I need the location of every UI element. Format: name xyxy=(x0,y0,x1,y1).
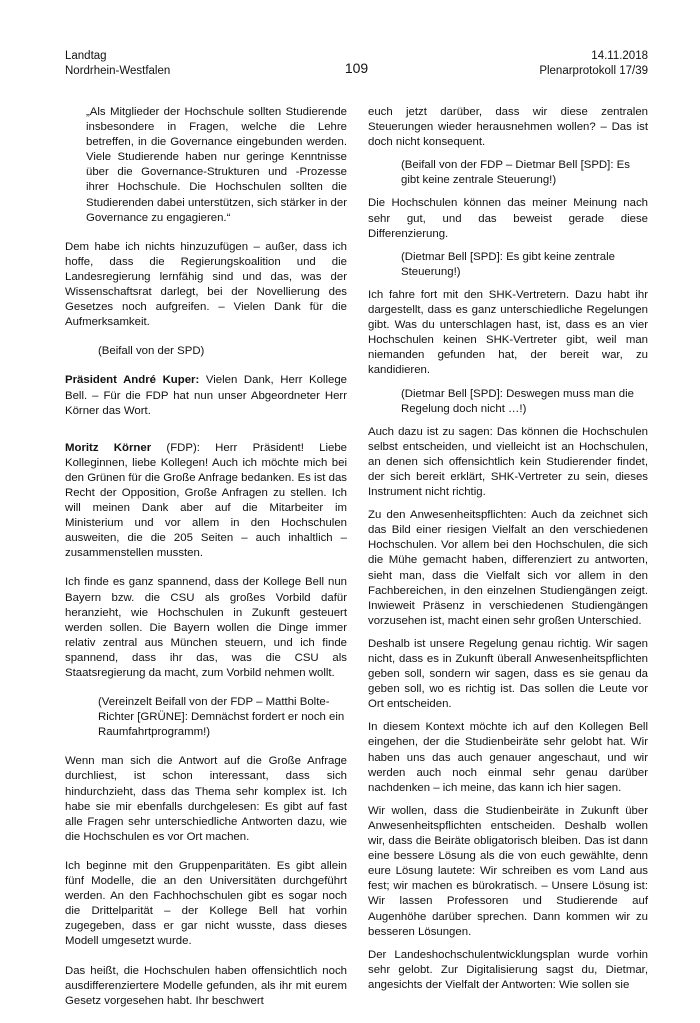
header-protocol: Plenarprotokoll 17/39 xyxy=(539,65,648,77)
paragraph: Ich finde es ganz spannend, dass der Kollege Bell nun Bayern bzw. die CSU als großes Vorbild dafür heranzieht, wie Hochschulen in Zukunft gesteuert werden sollen. Die Bayern wollen die Dinge immer relativ zentral aus München steuern, und ich finde spannend, dass ihr das, was die CSU als Staatsregierung da macht, zum Vorbild nehmen wollt. xyxy=(65,576,347,679)
header-right xyxy=(539,49,648,79)
speaker-name: Moritz Körner xyxy=(65,441,152,454)
paragraph: Dem habe ich nichts hinzuzufügen – außer, dass ich hoffe, dass die Regierungskoalition und die Landesregierung lernfähig sind und das, was der Wissenschaftsrat darlegt, bei der Novellierung des Gesetzes noch aufgreifen. – Vielen Dank für die Aufmerksamkeit. xyxy=(65,240,347,329)
paragraph: euch jetzt darüber, dass wir diese zentralen Steuerungen wieder herausnehmen wollen? – Das ist doch nicht konsequent. xyxy=(368,106,648,149)
header-date: 14.11.2018 xyxy=(591,50,648,62)
applause-note: (Beifall von der SPD) xyxy=(98,345,205,358)
paragraph: Ich beginne mit den Gruppenparitäten. Es gibt allein fünf Modelle, die an den Universitäten durchgeführt werden. An den Fachhochschulen gibt es sogar noch die Drittelparität – der Kollege Bell hat vorhin zugegeben, dass er gar nicht wusste, dass dieses Modell umgesetzt wurde. xyxy=(65,859,347,948)
quote-paragraph: „Als Mitglieder der Hochschule sollten Studierende insbesondere in Fragen, welche die Lehre betreffen, in die Governance eingebunden werden. Viele Studierende haben nur geringe Kenntnisse über die Governance-Strukturen und -Prozesse ihrer Hochschule. Die Hochschulen sollten die Studierenden dabei unterstützen, sich stärker in der Governance zu engagieren.“ xyxy=(86,106,347,224)
interjection: (Dietmar Bell [SPD]: Deswegen muss man die Regelung doch nicht …!) xyxy=(401,387,634,415)
paragraph: Auch dazu ist zu sagen: Das können die Hochschulen selbst entscheiden, und vielleicht ist an Hochschulen, an denen sich offensichtlich kein Studierender findet, der sich bereit erklärt, SHK-Vertreter zu sein, dieses Instrument nicht richtig. xyxy=(368,425,648,499)
paragraph: Der Landeshochschulentwicklungsplan wurde vorhin sehr gelobt. Zur Digitalisierung sagst du, Dietmar, angesichts der Vielfalt der Antworten: Wie sollen sie xyxy=(368,948,648,991)
paragraph: Wir wollen, dass die Studienbeiräte in Zukunft über Anwesenheitspflichten entscheiden. Deshalb wollen wir, dass die Beiräte obligatorisch bleiben. Das ist dann eine bessere Lösung als die von euch gewählte, denn eure Lösung lautete: Wir schreiben es vom Land aus fest; wir machen es bürokratisch. – Unsere Lösung ist: Wir lassen Professoren und Studierende auf Augenhöhe darüber sprechen. Dann kommen wir zu besseren Lösungen. xyxy=(368,804,648,938)
paragraph: Das heißt, die Hochschulen haben offensichtlich noch ausdifferenziertere Modelle gefunden, als ihr mit eurem Gesetz vorgesehen habt. Ihr beschwert xyxy=(65,964,347,1007)
paragraph: Ich fahre fort mit den SHK-Vertretern. Dazu habt ihr dargestellt, dass es ganz unterschiedliche Regelungen gibt. Was du unterschlagen hast, ist, dass es an vier Hochschulen keinen SHK-Vertreter gibt, weil man niemanden gefunden hat, der bereit war, zu kandidieren. xyxy=(368,288,648,377)
header-state: Nordrhein-Westfalen xyxy=(65,65,171,77)
right-column xyxy=(368,105,648,993)
header-parliament: Landtag xyxy=(65,50,107,62)
paragraph: Deshalb ist unsere Regelung genau richtig. Wir sagen nicht, dass es in Zukunft überall Anwesenheitspflichten geben soll, sondern wir sagen, dass es sie genau da geben soll, wo es richtig ist. Das sollen die Leute vor Ort entscheiden. xyxy=(368,637,648,711)
page-header xyxy=(65,49,648,83)
president-paragraph xyxy=(65,373,347,418)
interjection: (Dietmar Bell [SPD]: Es gibt keine zentrale Steuerung!) xyxy=(401,250,615,278)
president-name: Präsident André Kuper: xyxy=(65,374,200,387)
paragraph: In diesem Kontext möchte ich auf den Kollegen Bell eingehen, der die Studienbeiräte sehr gelobt hat. Wir haben uns das auch genauer angeschaut, und wir werden auch noch einmal sehr genau darüber nachdenken – ich meine, das kann ich hier sagen. xyxy=(368,721,648,794)
page-number: 109 xyxy=(344,60,369,76)
paragraph: Zu den Anwesenheitspflichten: Auch da zeichnet sich das Bild einer riesigen Vielfalt an den verschiedenen Hochschulen. Vor allem bei den Hochschulen, die sich die Mühe gemacht haben, differenziert zu antworten, sieht man, dass die Vielfalt sich vor allem in den Fachbereichen, in den einzelnen Studiengängen zeigt. Inwieweit Präsenz in verschiedenen Studiengängen vorzusehen ist, macht einen sehr großen Unterschied. xyxy=(368,509,648,627)
speaker-paragraph xyxy=(65,441,347,562)
interjection: (Beifall von der FDP – Dietmar Bell [SPD]: Es gibt keine zentrale Steuerung!) xyxy=(401,159,630,187)
paragraph: Die Hochschulen können das meiner Meinung nach sehr gut, und das beweist gerade diese Differenzierung. xyxy=(368,197,648,240)
interjection: (Vereinzelt Beifall von der FDP – Matthi Bolte-Richter [GRÜNE]: Demnächst fordert er noch ein Raumfahrtprogramm!) xyxy=(98,696,345,739)
president-text: Vielen Dank, Herr Kollege Bell. – Für die FDP hat nun unser Abgeordneter Herr Körner das Wort. xyxy=(65,374,347,417)
paragraph: Wenn man sich die Antwort auf die Große Anfrage durchliest, ist schon interessant, dass sich hindurchzieht, dass das Thema sehr komplex ist. Ich habe sie mir ebenfalls durchgelesen: Es gibt auf fast alle Fragen sehr unterschiedliche Antworten dazu, wie die Hochschulen es vor Ort machen. xyxy=(65,755,347,843)
speaker-text: (FDP): Herr Präsident! Liebe Kolleginnen, liebe Kollegen! Auch ich möchte mich bei den Grünen für die Große Anfrage bedanken. Es ist das Recht der Opposition, Große Anfragen zu stellen. Ich will meinen Dank aber auf die Mitarbeiter im Ministerium und vor allem in den Hochschulen ausweiten, die die 205 Seiten – auch inhaltlich – zusammenstellen mussten. xyxy=(65,441,347,560)
left-column xyxy=(65,105,347,1023)
